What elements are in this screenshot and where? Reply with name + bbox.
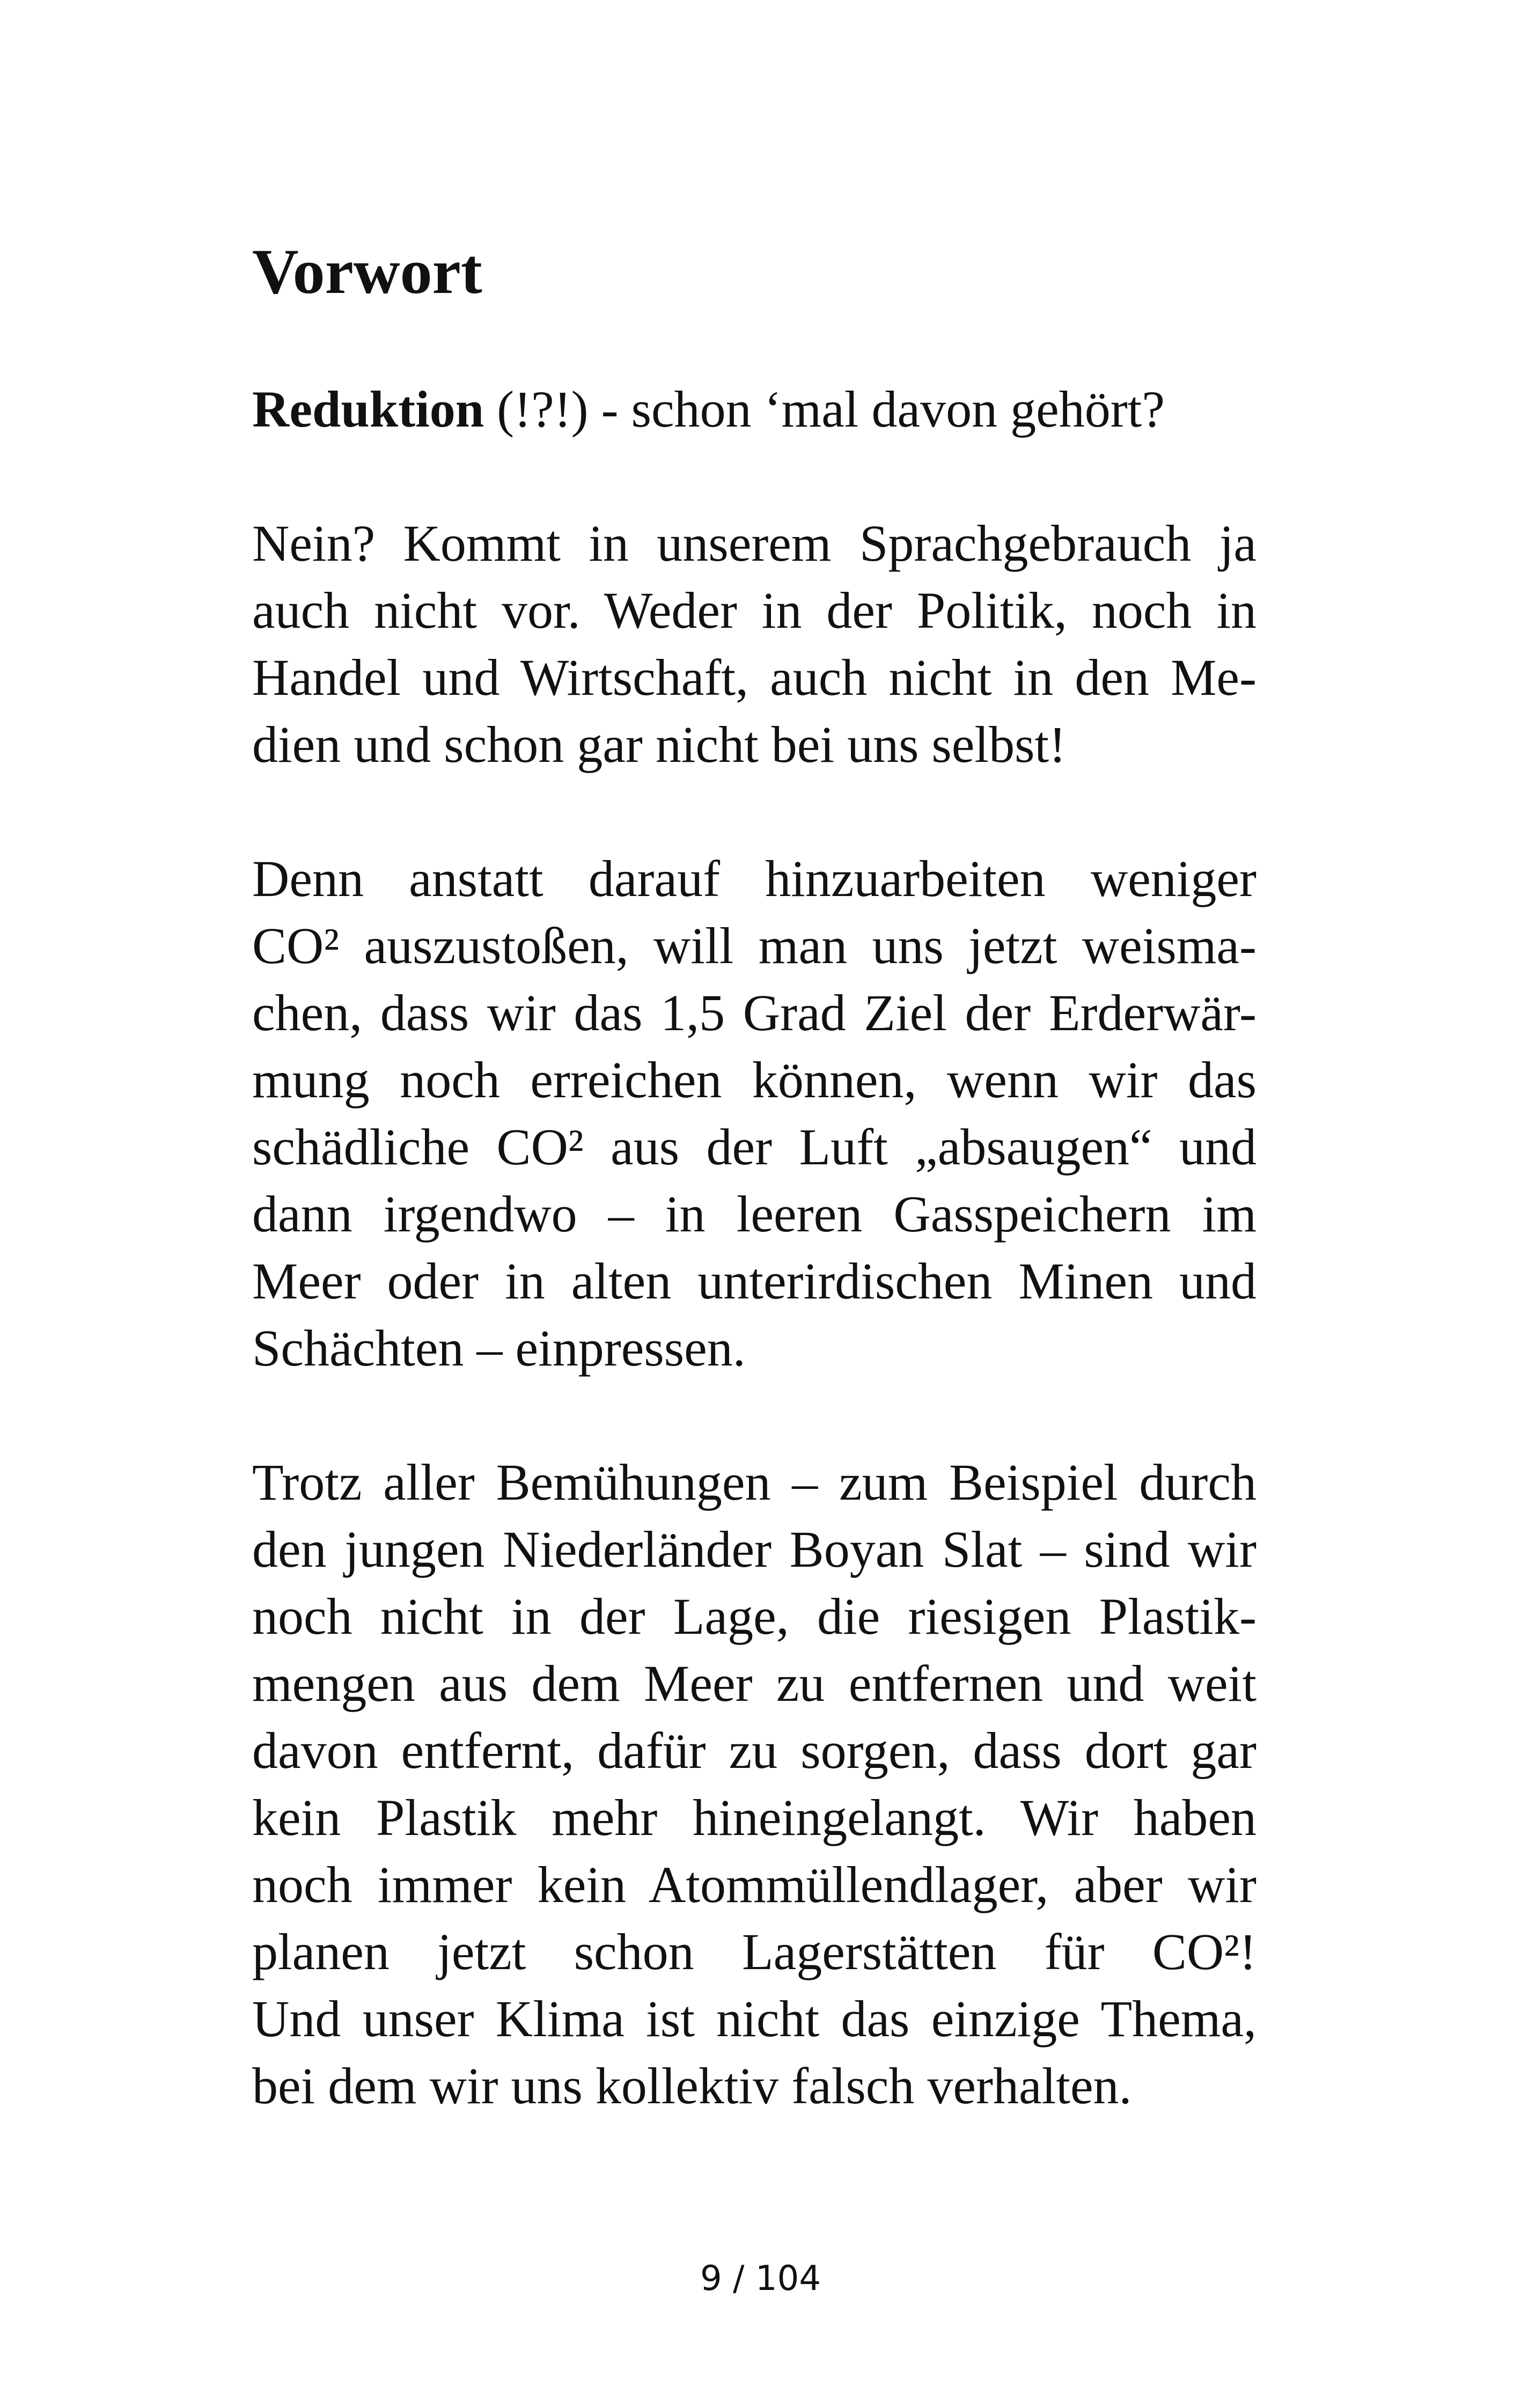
paragraph-line: dien und schon gar nicht bei uns selbst! [252, 716, 1067, 773]
paragraph-line: mengen aus dem Meer zu entfernen und weit [252, 1655, 1257, 1712]
paragraph-line: Meer oder in alten unterirdischen Minen und [252, 1252, 1257, 1310]
paragraph-line: dann irgendwo – in leeren Gasspeichern im [252, 1185, 1257, 1243]
paragraph-line: Handel und Wirtschaft, auch nicht in den Me- [252, 649, 1257, 706]
paragraph-line: Und unser Klima ist nicht das einzige Thema, [252, 1990, 1257, 2047]
page-content [252, 236, 1257, 2186]
chapter-heading: Vorwort [252, 236, 482, 307]
paragraph-line: den jungen Niederländer Boyan Slat – sind wir [252, 1521, 1257, 1578]
intro-bold-word: Reduktion [252, 380, 484, 438]
paragraph-line: planen jetzt schon Lagerstätten für CO²! [252, 1923, 1257, 1980]
paragraph-line: auch nicht vor. Weder in der Politik, noch in [252, 582, 1257, 639]
paragraph-line: schädliche CO² aus der Luft „absaugen“ und [252, 1118, 1257, 1176]
paragraph-line: kein Plastik mehr hineingelangt. Wir haben [252, 1789, 1257, 1846]
paragraph-line: Nein? Kommt in unserem Sprachgebrauch ja [252, 515, 1257, 572]
paragraph-line: mung noch erreichen können, wenn wir das [252, 1051, 1257, 1108]
paragraph-2 [252, 845, 1257, 1382]
paragraph-3 [252, 1449, 1257, 2119]
paragraph-line: Denn anstatt darauf hinzuarbeiten weniger [252, 850, 1257, 907]
intro-paragraph [252, 376, 1257, 443]
paragraph-line: Schächten – einpressen. [252, 1319, 746, 1377]
paragraph-line: chen, dass wir das 1,5 Grad Ziel der Erderwär- [252, 984, 1257, 1041]
paragraph-line: noch immer kein Atommüllendlager, aber wir [252, 1856, 1257, 1913]
paragraph-1 [252, 510, 1257, 778]
paragraph-line: bei dem wir uns kollektiv falsch verhalten. [252, 2057, 1132, 2115]
paragraph-line: CO² auszustoßen, will man uns jetzt weisma- [252, 917, 1257, 974]
paragraph-line: noch nicht in der Lage, die riesigen Plastik- [252, 1588, 1257, 1645]
paragraph-line: davon entfernt, dafür zu sorgen, dass dort gar [252, 1722, 1257, 1779]
page-number: 9 / 104 [700, 2259, 821, 2299]
intro-text: (!?!) - schon ‘mal davon gehört? [484, 380, 1165, 438]
paragraph-line: Trotz aller Bemühungen – zum Beispiel durch [252, 1453, 1257, 1511]
